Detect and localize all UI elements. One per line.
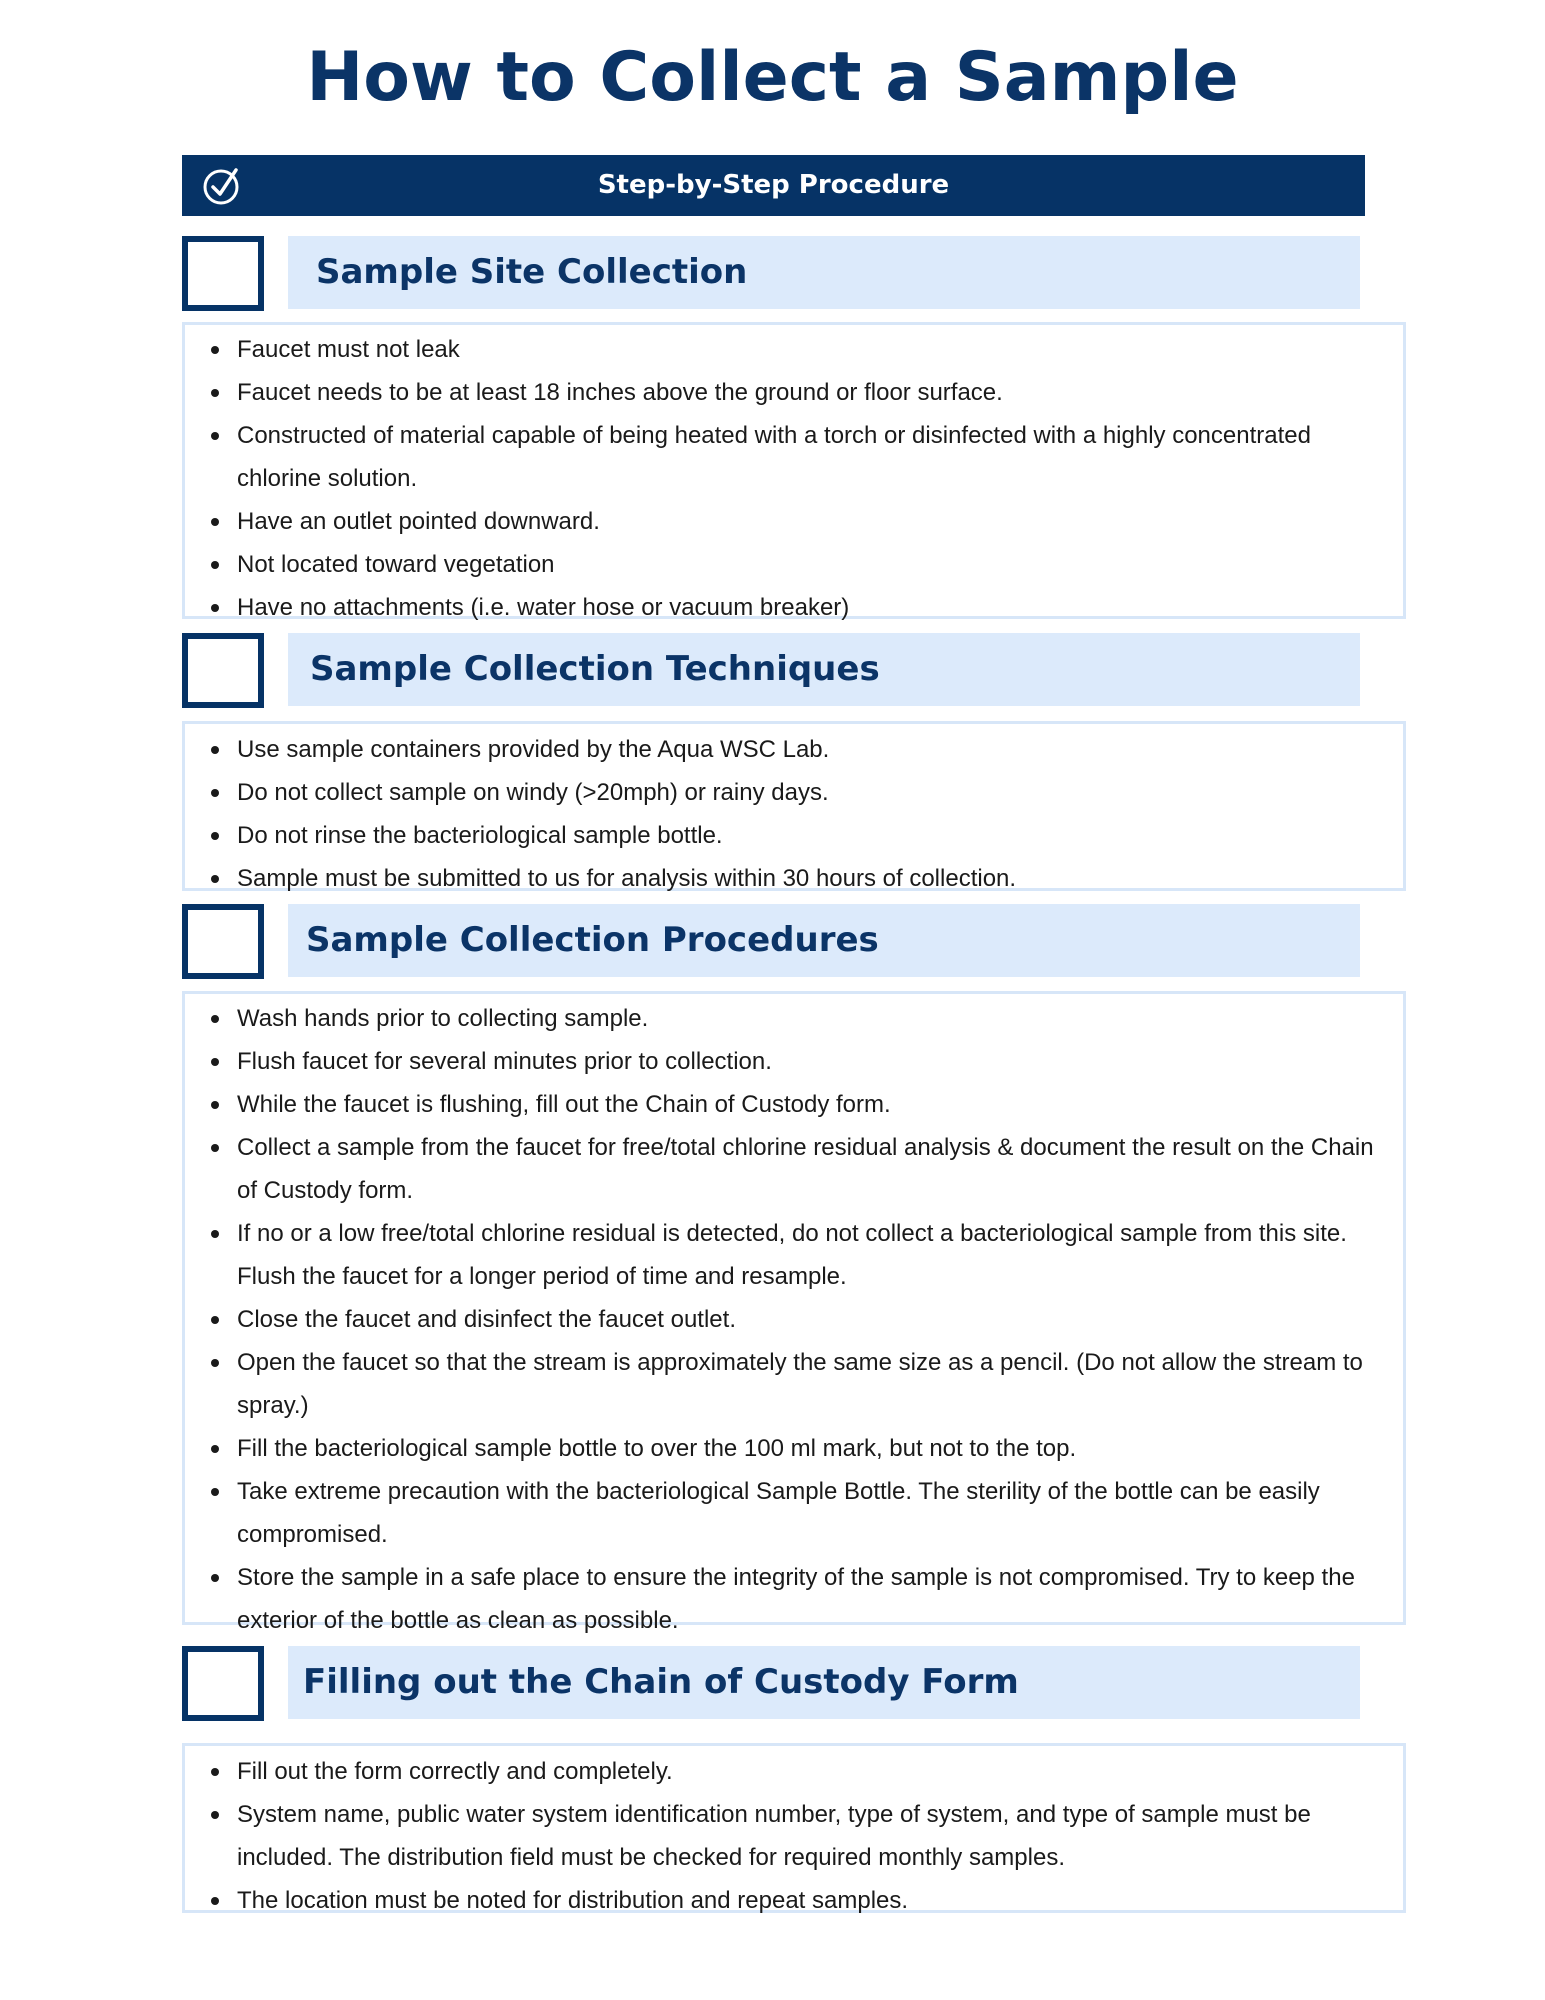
list-item: [185, 997, 1403, 1040]
section-checkbox-collection-procedures[interactable]: [182, 904, 264, 979]
banner-label: Step-by-Step Procedure: [597, 170, 950, 200]
section-header-chain-of-custody: [288, 1646, 1360, 1719]
list-item: [185, 728, 1403, 771]
bullet-icon: [211, 1058, 219, 1066]
list-item-text: Have no attachments (i.e. water hose or vacuum breaker): [237, 594, 850, 621]
list-item: [185, 1126, 1403, 1212]
bullet-icon: [211, 518, 219, 526]
section-header-collection-procedures: [288, 904, 1360, 977]
bullet-icon: [211, 1015, 219, 1023]
bullet-icon: [211, 346, 219, 354]
section-title: Sample Collection Procedures: [306, 920, 879, 960]
bullet-icon: [211, 1897, 219, 1905]
list-item-text: Fill out the form correctly and completely.: [237, 1758, 673, 1785]
bullet-icon: [211, 604, 219, 612]
list-item: [185, 1556, 1403, 1642]
list-item-text: If no or a low free/total chlorine residual is detected, do not collect a bacteriological sample from this site. Flush the faucet for a longer period of time and resample.: [237, 1220, 1347, 1290]
bullet-icon: [211, 789, 219, 797]
list-item: [185, 500, 1403, 543]
list-item-text: Open the faucet so that the stream is approximately the same size as a pencil. (Do not allow the stream to spray.): [237, 1349, 1363, 1419]
bullet-icon: [211, 1488, 219, 1496]
list-item: [185, 328, 1403, 371]
list-item-text: Constructed of material capable of being heated with a torch or disinfected with a highly concentrated chlorine solution.: [237, 422, 1311, 492]
list-item-text: Faucet needs to be at least 18 inches above the ground or floor surface.: [237, 379, 1003, 406]
list-item: [185, 814, 1403, 857]
list-item-text: Do not collect sample on windy (>20mph) or rainy days.: [237, 779, 829, 806]
bullet-list: [185, 728, 1403, 900]
list-item-text: Take extreme precaution with the bacteriological Sample Bottle. The sterility of the bottle can be easily compromised.: [237, 1478, 1320, 1548]
list-item: [185, 857, 1403, 900]
bullet-icon: [211, 1768, 219, 1776]
list-item-text: Close the faucet and disinfect the faucet outlet.: [237, 1306, 736, 1333]
list-item-text: While the faucet is flushing, fill out the Chain of Custody form.: [237, 1091, 891, 1118]
list-item: [185, 1793, 1403, 1879]
list-item-text: Have an outlet pointed downward.: [237, 508, 600, 535]
bullet-icon: [211, 1230, 219, 1238]
bullet-icon: [211, 1316, 219, 1324]
list-item-text: Fill the bacteriological sample bottle to over the 100 ml mark, but not to the top.: [237, 1435, 1077, 1462]
section-title: Filling out the Chain of Custody Form: [303, 1662, 1019, 1702]
list-item: [185, 1212, 1403, 1298]
bullet-icon: [211, 389, 219, 397]
list-item-text: Sample must be submitted to us for analysis within 30 hours of collection.: [237, 865, 1017, 892]
list-item: [185, 1040, 1403, 1083]
section-list-chain-of-custody: [182, 1743, 1406, 1913]
procedure-banner: [182, 155, 1365, 216]
section-header-collection-techniques: [288, 633, 1360, 706]
section-checkbox-collection-techniques[interactable]: [182, 633, 264, 708]
list-item: [185, 586, 1403, 629]
list-item-text: Wash hands prior to collecting sample.: [237, 1005, 649, 1032]
list-item-text: Flush faucet for several minutes prior to collection.: [237, 1048, 772, 1075]
section-header-site-collection: [288, 236, 1360, 309]
list-item-text: Collect a sample from the faucet for free/total chlorine residual analysis & document the result on the Chain of Custody form.: [237, 1134, 1374, 1204]
bullet-icon: [211, 432, 219, 440]
section-list-collection-techniques: [182, 721, 1406, 891]
bullet-icon: [211, 1574, 219, 1582]
bullet-icon: [211, 832, 219, 840]
bullet-list: [185, 328, 1403, 629]
list-item: [185, 1879, 1403, 1922]
list-item: [185, 1750, 1403, 1793]
section-title: Sample Site Collection: [316, 252, 748, 292]
list-item: [185, 543, 1403, 586]
list-item: [185, 371, 1403, 414]
section-checkbox-site-collection[interactable]: [182, 236, 264, 311]
list-item-text: Do not rinse the bacteriological sample bottle.: [237, 822, 723, 849]
bullet-icon: [211, 1811, 219, 1819]
bullet-icon: [211, 1144, 219, 1152]
bullet-icon: [211, 1359, 219, 1367]
section-list-collection-procedures: [182, 991, 1406, 1634]
list-item-text: Use sample containers provided by the Aqua WSC Lab.: [237, 736, 830, 763]
bullet-list: [185, 997, 1403, 1642]
list-item-text: Faucet must not leak: [237, 336, 460, 363]
list-item-text: The location must be noted for distribution and repeat samples.: [237, 1887, 909, 1914]
bullet-icon: [211, 875, 219, 883]
list-item: [185, 771, 1403, 814]
list-item: [185, 1341, 1403, 1427]
list-item: [185, 414, 1403, 500]
section-list-site-collection: [182, 322, 1406, 619]
bullet-icon: [211, 561, 219, 569]
section-title: Sample Collection Techniques: [310, 649, 880, 689]
section-checkbox-chain-of-custody[interactable]: [182, 1646, 264, 1721]
list-item: [185, 1470, 1403, 1556]
bullet-icon: [211, 746, 219, 754]
bullet-icon: [211, 1101, 219, 1109]
list-item-text: Not located toward vegetation: [237, 551, 555, 578]
list-item: [185, 1298, 1403, 1341]
list-item-text: System name, public water system identification number, type of system, and type of sample must be included. The distribution field must be checked for required monthly samples.: [237, 1801, 1311, 1871]
list-item-text: Store the sample in a safe place to ensure the integrity of the sample is not compromised. Try to keep the exterior of the bottle as clean as possible.: [237, 1564, 1355, 1634]
list-item: [185, 1427, 1403, 1470]
bullet-icon: [211, 1445, 219, 1453]
page-title: How to Collect a Sample: [306, 38, 1239, 117]
list-item: [185, 1083, 1403, 1126]
bullet-list: [185, 1750, 1403, 1922]
